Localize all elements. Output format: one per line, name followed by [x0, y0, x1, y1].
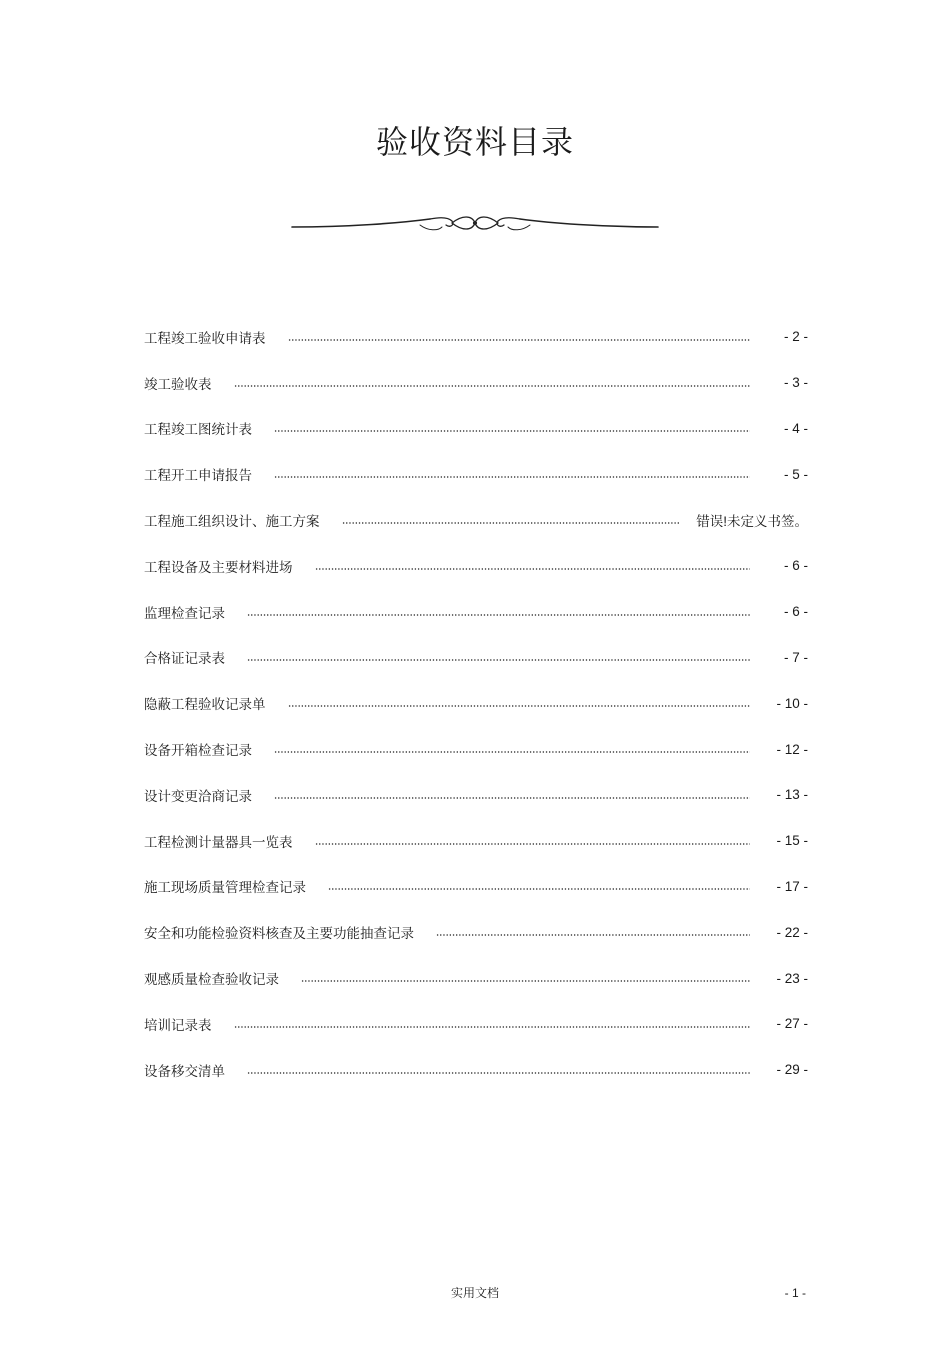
toc-entry-page: - 12 -: [776, 741, 808, 757]
toc-entry-page: - 7 -: [783, 649, 808, 665]
toc-entry-page: - 4 -: [783, 420, 808, 436]
toc-entry-page: - 15 -: [776, 833, 808, 849]
dot-leader: [288, 705, 751, 707]
toc-entry[interactable]: [144, 909, 808, 955]
toc-entry-label: 工程检测计量器具一览表: [144, 834, 293, 851]
toc-entry-label: 观感质量检查验收记录: [144, 972, 279, 989]
dot-leader: [274, 751, 750, 753]
toc-entry[interactable]: [144, 955, 808, 1001]
footer-text: 实用文档: [450, 1286, 499, 1300]
toc-entry-label: 工程设备及主要材料进场: [144, 559, 293, 576]
toc-entry-label: 合格证记录表: [144, 651, 225, 668]
toc-entry-page: - 6 -: [783, 604, 808, 620]
toc-entry[interactable]: [144, 1047, 808, 1093]
toc-entry[interactable]: [144, 635, 808, 681]
toc-entry[interactable]: [144, 589, 808, 635]
dot-leader: [247, 614, 750, 616]
toc-entry[interactable]: [144, 818, 808, 864]
dot-leader: [274, 476, 750, 478]
toc-entry-page: - 2 -: [783, 329, 808, 345]
toc-entry-label: 设计变更洽商记录: [144, 788, 252, 805]
dot-leader: [274, 430, 750, 432]
dot-leader: [315, 843, 751, 845]
dot-leader: [328, 888, 750, 890]
toc-entry-page: - 22 -: [776, 924, 808, 940]
toc-entry-page: - 3 -: [783, 375, 808, 391]
toc-entry-page: - 5 -: [783, 466, 808, 482]
toc-entry[interactable]: [144, 772, 808, 818]
toc-entry-label: 竣工验收表: [144, 376, 212, 393]
toc-entry-page: - 27 -: [776, 1016, 808, 1032]
dot-leader: [288, 339, 751, 341]
toc-entry-page: - 23 -: [776, 970, 808, 986]
toc-entry-page: - 29 -: [776, 1062, 808, 1078]
toc-entry[interactable]: [144, 864, 808, 910]
toc-entry-label: 隐蔽工程验收记录单: [144, 697, 266, 714]
toc-entry-label: 工程开工申请报告: [144, 468, 252, 485]
dot-leader: [342, 522, 681, 524]
toc-entry-label: 监理检查记录: [144, 605, 225, 622]
dot-leader: [315, 568, 751, 570]
toc-entry[interactable]: [144, 406, 808, 452]
toc-entry-label: 工程施工组织设计、施工方案: [144, 514, 320, 531]
toc-entry-page: - 6 -: [783, 558, 808, 574]
dot-leader: [247, 1072, 750, 1074]
toc-entry-label: 安全和功能检验资料核查及主要功能抽查记录: [144, 926, 414, 943]
dot-leader: [274, 797, 750, 799]
toc-entry[interactable]: [144, 1001, 808, 1047]
toc-entry-label: 施工现场质量管理检查记录: [144, 880, 306, 897]
dot-leader: [234, 385, 751, 387]
toc-entry-label: 工程竣工验收申请表: [144, 330, 266, 347]
document-title: 验收资料目录: [375, 123, 574, 161]
toc-entry-label: 工程竣工图统计表: [144, 422, 252, 439]
toc-entry[interactable]: [144, 360, 808, 406]
toc-entry-page-error: 错误!未定义书签。: [696, 514, 808, 530]
toc-entry-page: - 17 -: [776, 878, 808, 894]
footer-page-number: - 1 -: [784, 1286, 806, 1300]
toc-entry-page: - 10 -: [776, 695, 808, 711]
toc-entry[interactable]: [144, 680, 808, 726]
toc-entry[interactable]: [144, 726, 808, 772]
dot-leader: [247, 659, 750, 661]
toc-entry[interactable]: [144, 543, 808, 589]
toc-entry-label: 设备移交清单: [144, 1063, 225, 1080]
dot-leader: [301, 980, 750, 982]
toc-entry[interactable]: [144, 314, 808, 360]
toc-entry-label: 培训记录表: [144, 1017, 212, 1034]
dot-leader: [234, 1026, 751, 1028]
toc-entry[interactable]: [144, 497, 808, 543]
toc-entry-page: - 13 -: [776, 787, 808, 803]
dot-leader: [436, 934, 750, 936]
toc-entry-label: 设备开箱检查记录: [144, 743, 252, 760]
toc-entry[interactable]: [144, 451, 808, 497]
table-of-contents: [144, 314, 808, 1093]
flourish-divider-icon: [290, 205, 660, 241]
